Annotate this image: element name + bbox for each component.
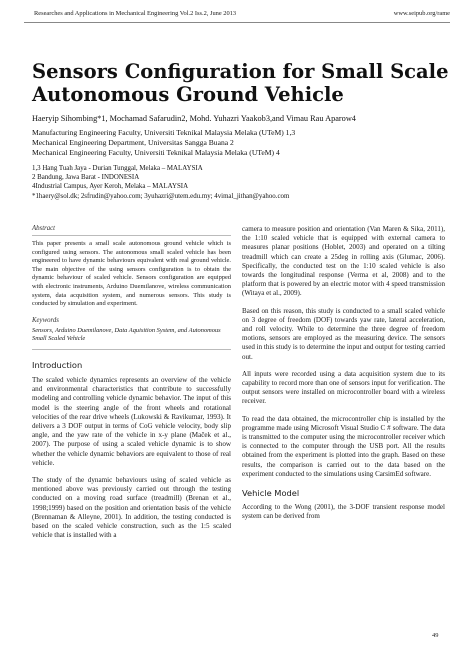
email-list: *1haery@sol.dk; 2sfrudin@yahoo.com; 3yuhazri@utem.edu.my; 4vimal_jithan@yahoo.com bbox=[32, 192, 290, 200]
header-divider bbox=[24, 22, 450, 23]
vehicle-model-heading: Vehicle Model bbox=[242, 488, 300, 499]
author-list: Haeryip Sihombing*1, Mochamad Safarudin2, Mohd. Yuhazri Yaakob3,and Vimau Rau Aparow4 bbox=[32, 114, 356, 123]
affiliation-list bbox=[32, 128, 452, 157]
address: 4Industrial Campus, Ayer Keroh, Melaka – MALAYSIA bbox=[32, 183, 189, 191]
paragraph: Based on this reason, this study is conducted to a small scaled vehicle on 3 degree of freedom (DOF) towards yaw rate, lateral acceleration, and roll velocity. While to determine the three degree of freedom motions, sensors are employed as the measuring device. The sensors used in this study is to determine the input and output for testing carried out. bbox=[242, 306, 445, 361]
paragraph: According to the Wong (2001), the 3-DOF transient response model system can be derived from bbox=[242, 503, 445, 521]
keywords-heading: Keywords bbox=[32, 316, 59, 324]
right-column bbox=[242, 225, 445, 521]
abstract-text: This paper presents a small scale autonomous ground vehicle which is configured using sensors. The autonomous small scaled vehicle has been engineered to have dynamic behaviours equivalent with real ground vehicle. The main objective of the using sensors configuration is to obtain the dynamic behaviour of scaled vehicle. Sensors configuration are equipped with electronic instruments, Arduino Duemilanove, wireless communication system, data acquisition system, and numerous sensors. This study is conducted by simulation and experiment. bbox=[32, 240, 231, 308]
paragraph: camera to measure position and orientation (Van Maren & Sika, 2011), the 1:10 scaled vehicle that is equipped with external camera to measures planar positions (Hoblet, 2003) and operated on a tilting treadmill which can create a 25deg in rolling axis (Glumac, 2006). Specifically, the conducted test on the 1:10 scaled vehicle is also towards the longitudinal response (Verma et al, 2008) and to the platform that is powered by an electric motor with 4 speed transmission (Witaya et al., 2009). bbox=[242, 225, 445, 298]
journal-url[interactable]: www.seipub.org/rame bbox=[393, 10, 450, 17]
paragraph: To read the data obtained, the microcontroller chip is installed by the programme made using Microsoft Visual Studio C # software. The data is transmitted to the computer using the microcontroller receiver which is connected to the computer through the USB port. All the results obtained from the experiment is plotted into the graph. Based on these results, the comparison is carried out to the data based on the experiment conducted to the simulations using CarsimEd software. bbox=[242, 414, 445, 478]
title-line-2: Autonomous Ground Vehicle bbox=[32, 83, 344, 106]
title-line-1: Sensors Configuration for Small Scale bbox=[32, 60, 449, 83]
address: 1,3 Hang Tuah Jaya - Durian Tunggal, Melaka – MALAYSIA bbox=[32, 165, 203, 172]
affiliation: Mechanical Engineering Faculty, Universiti Teknikal Malaysia Melaka (UTeM) 4 bbox=[32, 147, 280, 157]
paper-title bbox=[32, 60, 452, 106]
address-list bbox=[32, 164, 452, 201]
keywords-divider bbox=[32, 349, 231, 350]
abstract-divider bbox=[32, 235, 231, 236]
paragraph: The scaled vehicle dynamics represents an overview of the vehicle and environmental characteristics that contribute to successfully modeling and controlling vehicle dynamic behavior. The input of this model is the steering angle of the front wheels and rotational velocities of the rear drive wheels (Lukowski & Ravikumar, 1993). It delivers a 3 DOF output in terms of CoG vehicle velocity, body slip angle, and the yaw rate of the vehicle in x-y plane (Maček et al., 2007). The purpose of using a scaled vehicle dynamic is to show whether the vehicle dynamic behaviors are equivalent to those of real vehicle. bbox=[32, 375, 231, 467]
affiliation: Manufacturing Engineering Faculty, Universiti Teknikal Malaysia Melaka (UTeM) 1,3 bbox=[32, 128, 296, 137]
introduction-heading: Introduction bbox=[32, 359, 83, 370]
paragraph: All inputs were recorded using a data acquisition system due to its capability to record more than one of sensors input for verification. The output sensors were installed on microcontroller board with a wireless receiver. bbox=[242, 369, 445, 406]
abstract-heading: Abstract bbox=[32, 225, 56, 232]
affiliation: Mechanical Engineering Department, Universitas Sangga Buana 2 bbox=[32, 137, 234, 147]
paragraph: The study of the dynamic behaviours using of scaled vehicle as mentioned above was previously carried out through the testing conducted on a moving road surface (treadmill) (Brenan et al., 1998;1999) based on the position and orientation basis of the vehicle (Brennaman & Alleyne, 2001). In addition, the testing conducted is based on the scaled vehicle construction, such as the 1:5 scaled vehicle that is installed with a bbox=[32, 475, 231, 540]
address: 2 Bandung, Jawa Barat - INDONESIA bbox=[32, 174, 140, 182]
journal-name: Researches and Applications in Mechanical Engineering Vol.2 Iss.2, June 2013 bbox=[34, 10, 237, 17]
left-column bbox=[32, 225, 231, 540]
keywords-text: Sensors, Arduino Duemilanove, Data Aquisition System, and Autonomous Small Scaled Vehicle bbox=[32, 326, 221, 343]
page-number: 49 bbox=[432, 632, 439, 639]
